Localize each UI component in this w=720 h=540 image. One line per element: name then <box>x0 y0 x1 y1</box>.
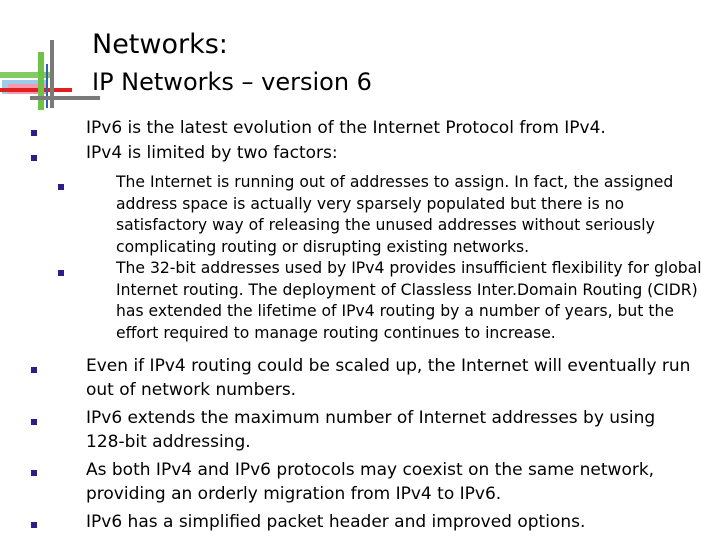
bullet-item-2: IPv4 is limited by two factors: <box>86 143 338 163</box>
bullet-icon <box>31 419 37 425</box>
bullet-icon <box>31 155 37 161</box>
deco-green-bar <box>0 72 52 78</box>
bullet-icon <box>31 367 37 373</box>
deco-gray-horizontal <box>30 96 100 100</box>
deco-blue-vertical <box>46 64 48 108</box>
bullet-item-1: IPv6 is the latest evolution of the Internet Protocol from IPv4. <box>86 118 606 138</box>
bullet-icon <box>31 522 37 528</box>
bullet-icon <box>31 470 37 476</box>
sub-bullet-icon <box>58 270 64 276</box>
bullet-icon <box>31 130 37 136</box>
sub-bullet-item-1: The Internet is running out of addresses to assign. In fact, the assigned address space is actually very sparsely populated but there is no satisfactory way of releasing the unused addresses without seriously complicating routing or disrupting existing networks. <box>116 173 674 256</box>
sub-bullet-icon <box>58 184 64 190</box>
slide-title: Networks: <box>92 29 228 60</box>
slide-subtitle: IP Networks – version 6 <box>92 68 372 96</box>
sub-bullet-item-2: The 32-bit addresses used by IPv4 provides insufficient flexibility for global Internet routing. The deployment of Classless Inter.Domain Routing (CIDR) has extended the lifetime of IPv4 routing by a number of years, but the effort required to manage routing continues to increase. <box>116 259 702 342</box>
deco-green-vertical <box>38 52 44 110</box>
deco-red-line <box>0 88 72 92</box>
bullet-item-4: IPv6 extends the maximum number of Internet addresses by using 128-bit addressing. <box>86 408 656 452</box>
bullet-item-6: IPv6 has a simplified packet header and improved options. <box>86 512 586 532</box>
bullet-item-5: As both IPv4 and IPv6 protocols may coexist on the same network, providing an orderly migration from IPv4 to IPv6. <box>86 460 655 504</box>
bullet-item-3: Even if IPv4 routing could be scaled up, the Internet will eventually run out of network numbers. <box>86 356 691 400</box>
